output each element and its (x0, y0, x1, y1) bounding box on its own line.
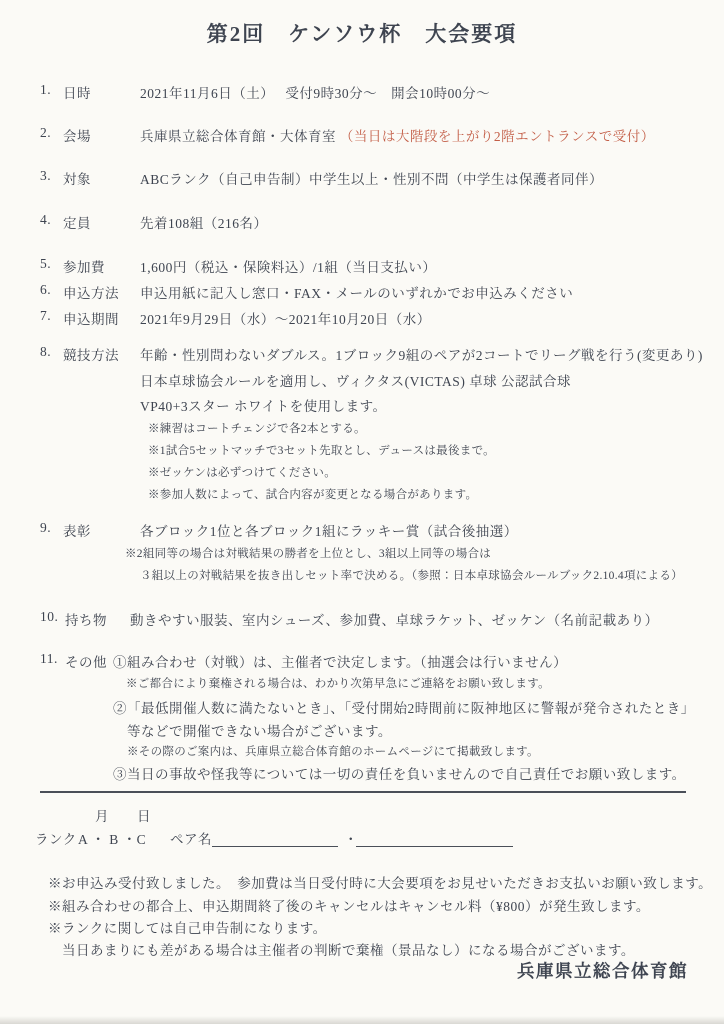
form-month-label: 月 (95, 809, 109, 824)
item-other-line3: 等などで開催できない場合がございます。 (127, 724, 392, 739)
item-other-note1: ※ご都合により棄権される場合は、わかり次第早急にご連絡をお願い致します。 (126, 678, 550, 690)
item-capacity-label: 定員 (63, 216, 91, 231)
venue-name: 兵庫県立総合体育館・大体育室 (140, 129, 340, 144)
form-rank-options: A ・ B ・C (78, 832, 147, 847)
form-day-label: 日 (137, 809, 151, 824)
item-capacity-number: 4. (40, 212, 52, 227)
item-date-row (40, 82, 490, 102)
pair-name-field-1 (212, 829, 338, 847)
item-eligibility-label: 対象 (63, 172, 91, 187)
form-pair-separator: ・ (344, 832, 358, 847)
form-pair-name-label: ペア名 (170, 832, 212, 847)
item-other-label: その他 (65, 655, 107, 670)
item-belongings-number: 10. (40, 609, 59, 624)
item-awards-number: 9. (40, 520, 52, 535)
item-other-note2: ※その際のご案内は、兵庫県立総合体育館のホームページにて掲載致します。 (127, 746, 539, 758)
item-date-label: 日時 (63, 86, 91, 101)
item-venue-number: 2. (40, 125, 52, 140)
footer-note-rank-selfreport: ※ランクに関しては自己申告制になります。 (48, 921, 327, 936)
item-awards-note1: ※2組同等の場合は対戦結果の勝者を上位とし、3組以上同等の場合は (125, 548, 492, 560)
item-belongings-row (40, 609, 659, 629)
venue-reception-note: （当日は大階段を上がり2階エントランスで受付） (339, 129, 655, 144)
organizer-name: 兵庫県立総合体育館 (517, 961, 688, 981)
item-fee-text: 1,600円（税込・保険料込）/1組（当日支払い） (140, 260, 437, 275)
item-other-line2: ②「最低開催人数に満たないとき」、「受付開始2時間前に阪神地区に警報が発令されたとき」 (113, 701, 695, 716)
item-venue-label: 会場 (63, 129, 91, 144)
section-divider-rule (40, 791, 686, 793)
item-fee-number: 5. (40, 256, 52, 271)
item-venue-text (140, 125, 655, 145)
item-rules-line1: 年齢・性別問わないダブルス。1ブロック9組のペアが2コートでリーグ戦を行う(変更あり) (140, 348, 703, 363)
item-belongings-text: 動きやすい服装、室内シューズ、参加費、卓球ラケット、ゼッケン（名前記載あり） (130, 613, 659, 628)
item-eligibility-number: 3. (40, 168, 52, 183)
footer-note-cancel-fee: ※組み合わせの都合上、申込期間終了後のキャンセルはキャンセル料（¥800）が発生致します。 (48, 899, 650, 914)
item-awards-label: 表彰 (63, 524, 91, 539)
item-rules-note3: ※ゼッケンは必ずつけてください。 (148, 467, 336, 479)
document-title: 第2回 ケンソウ杯 大会要項 (206, 22, 518, 46)
item-application-method-label: 申込方法 (63, 286, 119, 301)
item-venue-row (40, 125, 655, 145)
item-awards-line1: 各ブロック1位と各ブロック1組にラッキー賞（試合後抽選） (140, 524, 518, 539)
item-rules-number: 8. (40, 344, 52, 359)
item-capacity-text: 先着108組（216名） (140, 216, 268, 231)
item-application-period-label: 申込期間 (63, 312, 119, 327)
item-awards-row (40, 520, 518, 540)
item-application-method-text: 申込用紙に記入し窓口・FAX・メールのいずれかでお申込みください (140, 286, 574, 301)
item-belongings-label: 持ち物 (65, 613, 107, 628)
item-date-number: 1. (40, 82, 52, 97)
item-application-period-row (40, 308, 431, 328)
form-rank-label: ランク (35, 832, 77, 847)
item-application-method-row (40, 282, 573, 302)
item-rules-note1: ※練習はコートチェンジで各2本とする。 (148, 423, 366, 435)
footer-note-payment: ※お申込み受付致しました。 参加費は当日受付時に大会要項をお見せいただきお支払いお願い致します。 (48, 876, 713, 891)
item-other-line4: ③当日の事故や怪我等については一切の責任を負いませんので自己責任でお願い致します。 (113, 767, 686, 782)
item-eligibility-text: ABCランク（自己申告制）中学生以上・性別不問（中学生は保護者同伴） (140, 172, 603, 187)
item-rules-note4: ※参加人数によって、試合内容が変更となる場合があります。 (148, 489, 478, 501)
pair-name-field-2 (356, 829, 513, 847)
scan-bottom-edge (0, 1016, 724, 1024)
item-application-method-number: 6. (40, 282, 52, 297)
item-fee-row (40, 256, 436, 276)
item-rules-line3: VP40+3スター ホワイトを使用します。 (140, 399, 387, 414)
item-other-number: 11. (40, 651, 58, 666)
item-date-text: 2021年11月6日（土） 受付9時30分～ 開会10時00分～ (140, 86, 491, 101)
item-rules-row (40, 344, 703, 364)
item-rules-label: 競技方法 (63, 348, 119, 363)
item-fee-label: 参加費 (63, 260, 105, 275)
item-rules-line2: 日本卓球協会ルールを適用し、ヴィクタス(VICTAS) 卓球 公認試合球 (140, 374, 572, 389)
item-other-row (40, 651, 567, 671)
item-application-period-number: 7. (40, 308, 52, 323)
item-capacity-row (40, 212, 268, 232)
item-other-line1: ①組み合わせ（対戦）は、主催者で決定します。（抽選会は行いません） (113, 655, 568, 670)
item-rules-note2: ※1試合5セットマッチで3セット先取とし、デュースは最後まで。 (148, 445, 495, 457)
item-awards-note2: ３組以上の対戦結果を抜き出しセット率で決める。（参照：日本卓球協会ルールブック2.10.4項による） (140, 570, 683, 582)
footer-note-rank-judgement: 当日あまりにも差がある場合は主催者の判断で棄権（景品なし）になる場合がございます。 (62, 943, 635, 958)
item-application-period-text: 2021年9月29日（水）～2021年10月20日（水） (140, 312, 431, 327)
item-eligibility-row (40, 168, 603, 188)
